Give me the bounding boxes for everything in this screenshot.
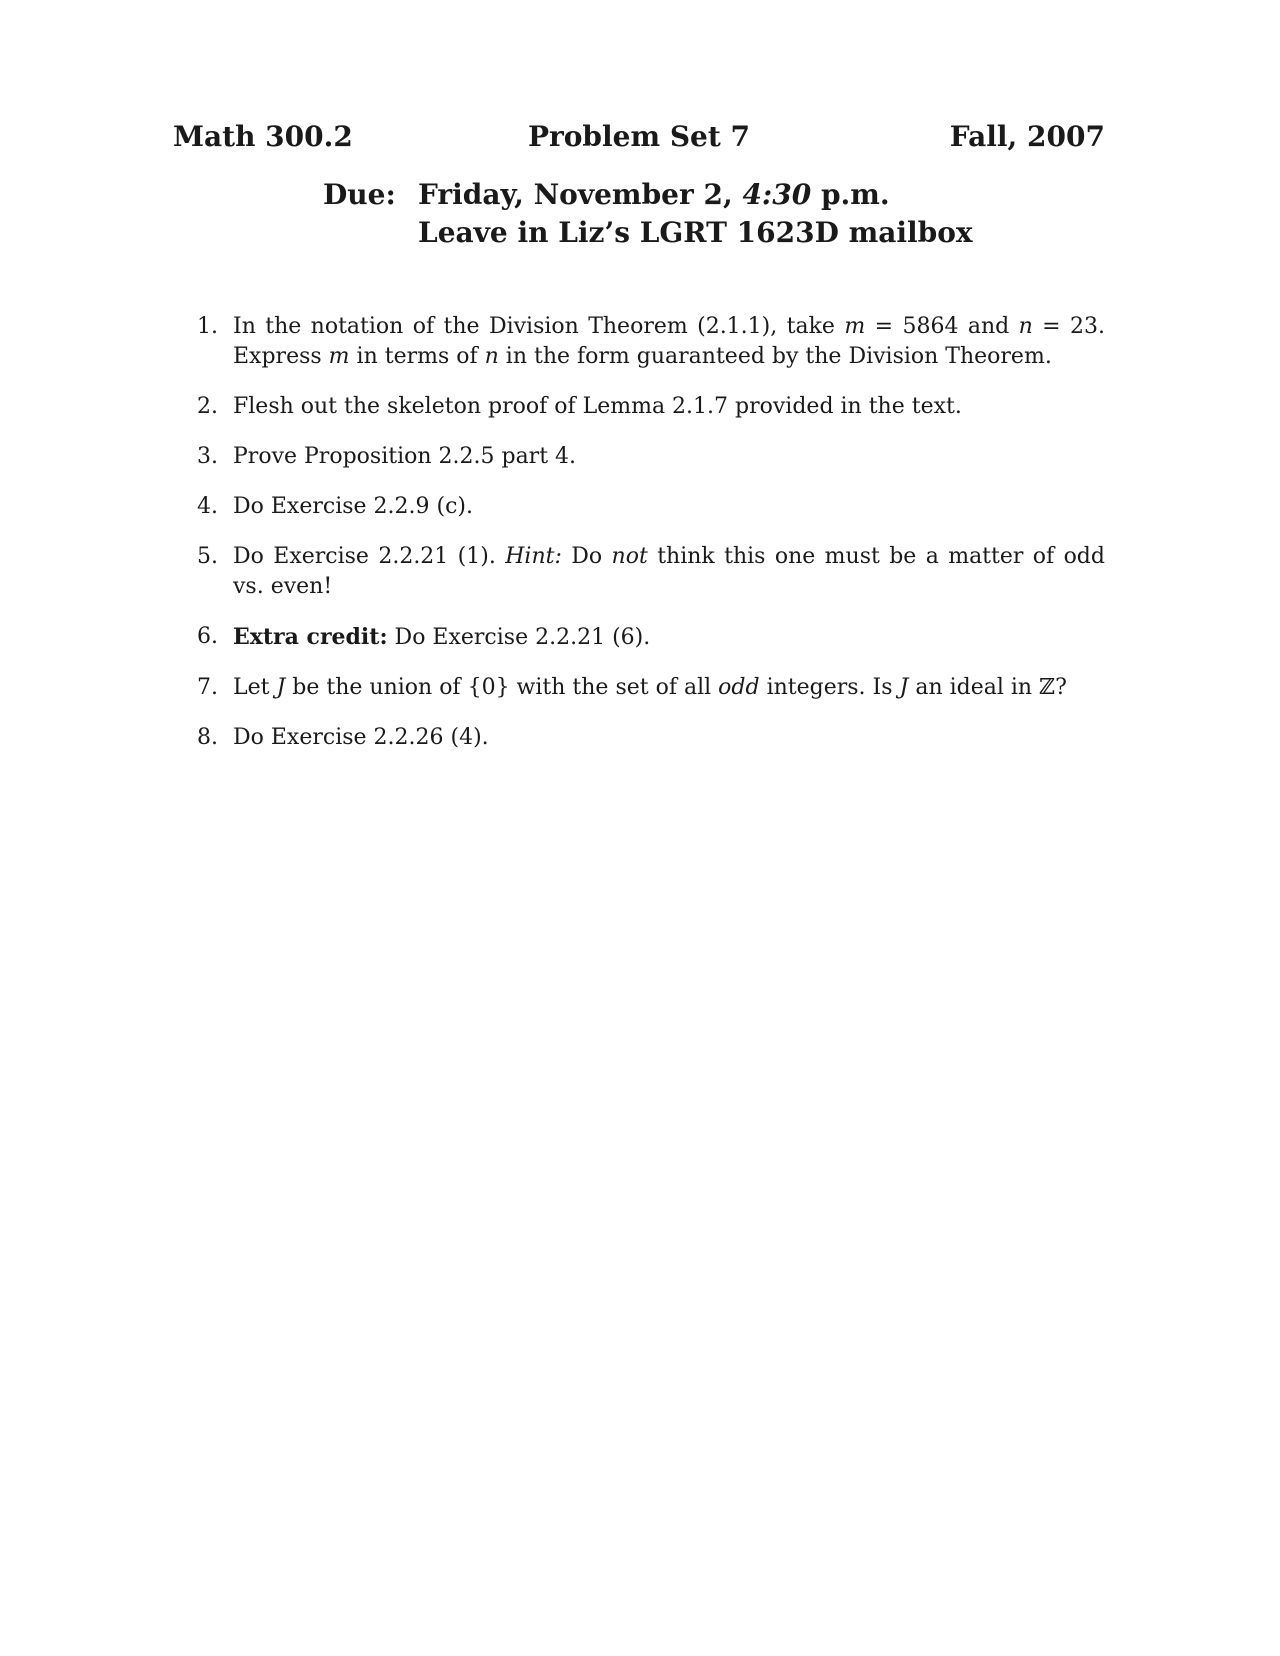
due-location: Leave in Liz’s LGRT 1623D mailbox [418,216,973,249]
emphasis-text: Hint: [505,544,562,569]
problem-item [197,442,1105,472]
due-ampm: p.m. [811,178,890,211]
problem-text-run: = 5864 and [865,314,1019,339]
problem-text-run: Flesh out the skeleton proof of Lemma 2.1.7 provided in the text. [233,394,962,419]
problem-text-run: Do Exercise 2.2.9 (c). [233,494,473,519]
problem-text [233,492,1105,522]
emphasis-text: m [328,344,350,369]
emphasis-text: n [1018,314,1033,339]
course-name: Math 300.2 [173,120,353,153]
problem-item [197,542,1105,602]
problem-text [233,673,1105,703]
page-header [173,120,1105,164]
problem-text-run: Let [233,675,277,700]
problem-text-run: Do Exercise 2.2.21 (1). [233,544,506,569]
problem-text-run: an ideal in ℤ? [908,675,1067,700]
document-title: Problem Set 7 [527,120,751,153]
due-time: 4:30 [742,178,812,211]
due-date: Friday, November 2, [418,178,743,211]
problem-list [197,312,1105,773]
problem-number: 4. [197,494,218,519]
problem-number: 8. [197,725,218,750]
problem-item [197,673,1105,703]
emphasis-text: n [484,344,499,369]
problem-text [233,442,1105,472]
emphasis-text: not [611,544,648,569]
problem-number: 5. [197,544,218,569]
emphasis-text: J [899,675,909,700]
due-details [418,176,973,252]
problem-text-run: Do Exercise 2.2.21 (6). [387,625,651,650]
emphasis-text: odd [718,675,760,700]
bold-text: Extra credit: [233,624,388,650]
problem-item [197,622,1105,653]
problem-item [197,392,1105,422]
problem-number: 1. [197,314,218,339]
problem-text [233,392,1105,422]
problem-item [197,312,1105,372]
problem-text-run: in the form guaranteed by the Division Theorem. [498,344,1052,369]
problem-number: 2. [197,394,218,419]
problem-item [197,723,1105,753]
problem-number: 3. [197,444,218,469]
problem-text-run: Prove Proposition 2.2.5 part 4. [233,444,577,469]
emphasis-text: J [276,675,286,700]
problem-text-run: in terms of [349,344,485,369]
due-date-line [418,176,973,214]
problem-text-run: Do Exercise 2.2.26 (4). [233,725,489,750]
problem-text [233,723,1105,753]
problem-text-run: be the union of {0} with the set of all [285,675,719,700]
problem-text-run: Do [561,544,612,569]
problem-text [233,312,1105,372]
problem-text [233,542,1105,602]
problem-item [197,492,1105,522]
problem-number: 6. [197,624,218,649]
problem-text-run: In the notation of the Division Theorem (2.1.1), take [233,314,845,339]
problem-text-run: think this one must be a matter of odd vs. even! [233,544,1105,599]
term-label: Fall, 2007 [949,120,1105,153]
problem-number: 7. [197,675,218,700]
problem-text-run: integers. Is [759,675,900,700]
problem-text-run: = 23. Express [233,314,1105,369]
problem-text [233,622,1105,653]
emphasis-text: m [844,314,866,339]
due-label: Due: [323,178,396,211]
